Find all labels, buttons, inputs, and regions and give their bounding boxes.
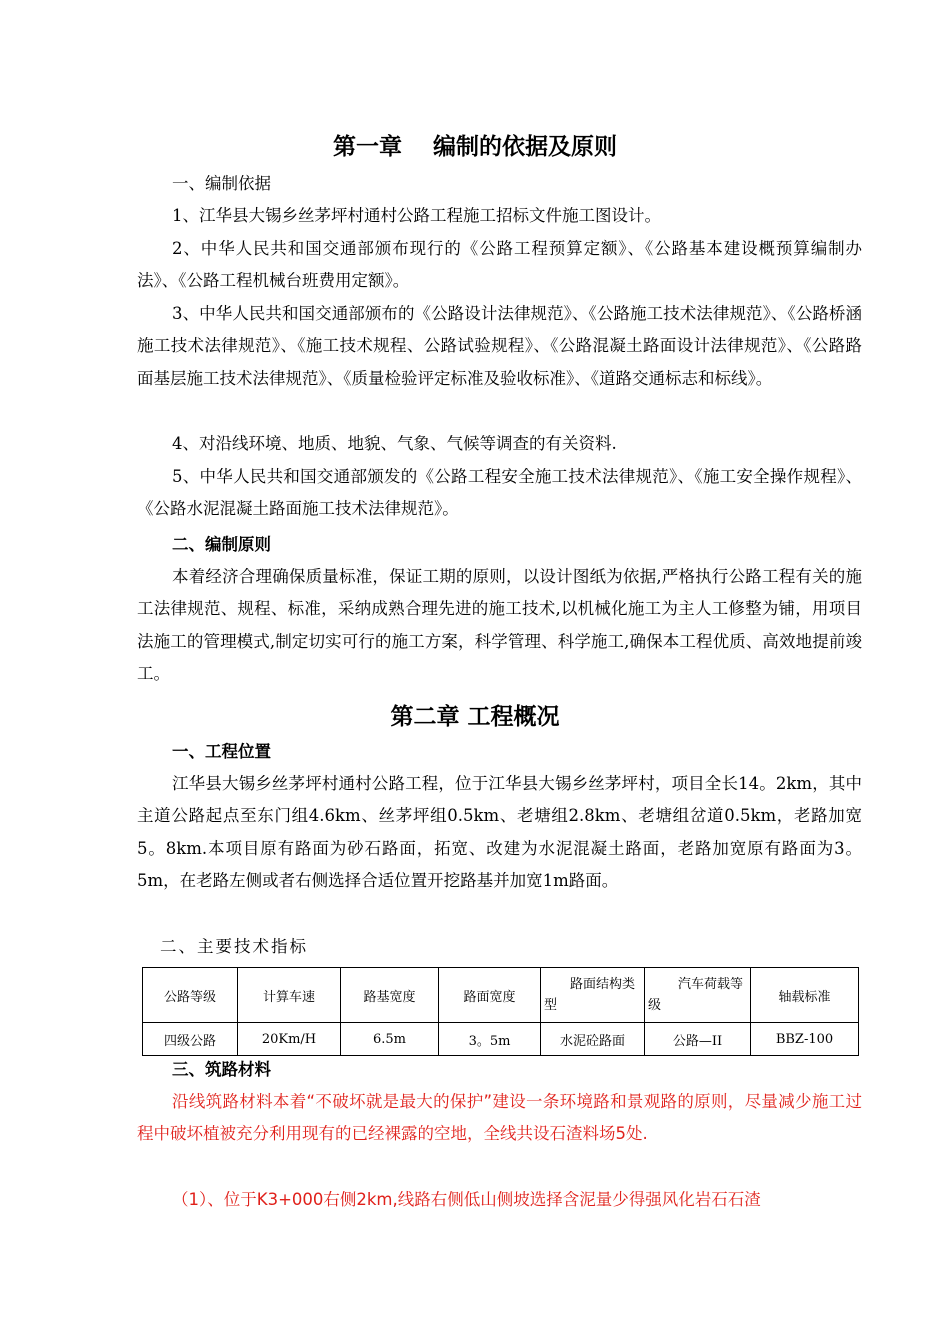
header-cell-structure: 路面结构类型 — [541, 968, 645, 1023]
table-header-row — [143, 968, 859, 1023]
materials-heading: 三、筑路材料 — [172, 1060, 271, 1079]
materials-item-1: （1）、位于K3+000右侧2km,线路右侧低山侧坡选择含泥量少得强风化岩石石渣 — [172, 1190, 761, 1209]
principle-paragraph: 本着经济合理确保质量标准，保证工期的原则，以设计图纸为依据,严格执行公路工程有关的施工法律规范、规程、标准，采纳成熟合理先进的施工技术,以机械化施工为主人工修整为铺，用项目法施工的管理模式,制定切实可行的施工方案，科学管理、科学施工,确保本工程优质、高效地提前竣工。 — [137, 567, 862, 684]
cell-grade: 四级公路 — [143, 1023, 238, 1056]
basis-heading: 一、编制依据 — [172, 174, 271, 193]
header-cell-speed: 计算车速 — [238, 968, 341, 1023]
basis-item-5: 5、中华人民共和国交通部颁发的《公路工程安全施工技术法律规范》、《施工安全操作规程》、《公路水泥混凝土路面施工技术法律规范》。 — [137, 467, 862, 519]
tech-index-table — [142, 967, 859, 1056]
cell-pavement-width: 3。5m — [439, 1023, 541, 1056]
location-paragraph: 江华县大锡乡丝茅坪村通村公路工程，位于江华县大锡乡丝茅坪村，项目全长14。2km，其中主道公路起点至东门组4.6km、丝茅坪组0.5km、老塘组2.8km、老塘组岔道0.5km，老路加宽5。8km.本项目原有路面为砂石路面，拓宽、改建为水泥混凝土路面，老路加宽原有路面为3。5m，在老路左侧或者右侧选择合适位置开挖路基并加宽1m路面。 — [137, 774, 862, 891]
tech-index-heading: 二、主要技术指标 — [160, 937, 308, 956]
header-cell-axle: 轴载标准 — [751, 968, 859, 1023]
header-cell-subgrade-width: 路基宽度 — [341, 968, 439, 1023]
cell-speed: 20Km/H — [238, 1023, 341, 1056]
location-heading: 一、工程位置 — [172, 742, 271, 761]
basis-item-2: 2、中华人民共和国交通部颁布现行的《公路工程预算定额》、《公路基本建设概预算编制办法》、《公路工程机械台班费用定额》。 — [137, 239, 862, 291]
basis-item-1: 1、江华县大锡乡丝茅坪村通村公路工程施工招标文件施工图设计。 — [172, 206, 661, 225]
chapter1-title: 第一章 编制的依据及原则 — [332, 134, 617, 160]
basis-item-4: 4、对沿线环境、地质、地貌、气象、气候等调查的有关资料. — [172, 434, 617, 453]
materials-paragraph: 沿线筑路材料本着“不破坏就是最大的保护”建设一条环境路和景观路的原则，尽量减少施工过程中破坏植被充分利用现有的已经裸露的空地，全线共设石渣料场5处. — [137, 1092, 862, 1144]
chapter2-title: 第二章 工程概况 — [390, 704, 560, 730]
cell-load: 公路—II — [645, 1023, 751, 1056]
basis-item-3: 3、中华人民共和国交通部颁布的《公路设计法律规范》、《公路施工技术法律规范》、《公路桥涵施工技术法律规范》、《施工技术规程、公路试验规程》、《公路混凝土路面设计法律规范》、《公路路面基层施工技术法律规范》、《质量检验评定标准及验收标准》、《道路交通标志和标线》。 — [137, 304, 862, 388]
cell-subgrade-width: 6.5m — [341, 1023, 439, 1056]
principle-heading: 二、编制原则 — [172, 535, 271, 554]
cell-axle: BBZ-100 — [751, 1023, 859, 1056]
table-row — [143, 1023, 859, 1056]
header-cell-pavement-width: 路面宽度 — [439, 968, 541, 1023]
header-cell-load: 汽车荷载等级 — [645, 968, 751, 1023]
cell-structure: 水泥砼路面 — [541, 1023, 645, 1056]
header-cell-grade: 公路等级 — [143, 968, 238, 1023]
